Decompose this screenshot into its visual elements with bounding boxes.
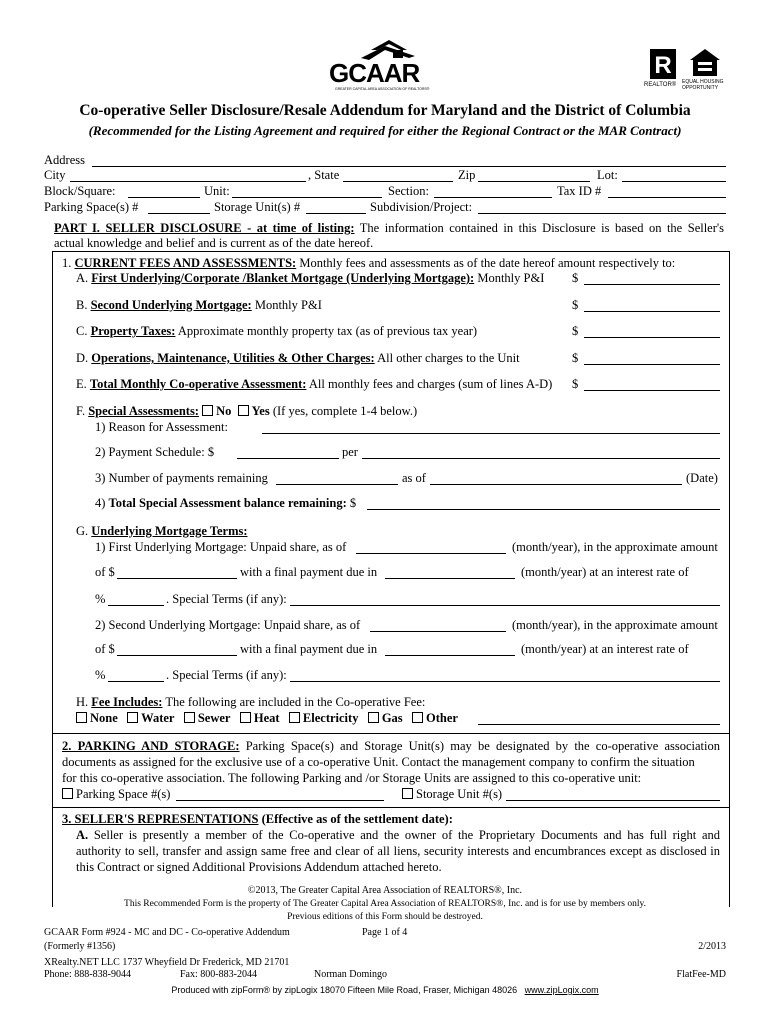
form-title: Co-operative Seller Disclosure/Resale Addendum for Maryland and the District of Columbia — [79, 102, 691, 119]
fee-includes-options — [76, 711, 458, 726]
s2-parking-row — [62, 787, 170, 802]
taxid-field[interactable] — [608, 197, 726, 198]
s1-item-f — [76, 404, 417, 419]
s1-number: 1. — [62, 256, 72, 270]
part1-text-line1: The information contained in this Disclosure is based on the Seller's — [359, 221, 725, 235]
g1-special-field[interactable] — [290, 605, 720, 606]
taxid-label: Tax ID # — [557, 184, 602, 198]
parking-space-checkbox[interactable] — [62, 788, 73, 799]
zip-field[interactable] — [478, 181, 590, 182]
item-d-label: D. — [76, 351, 89, 365]
f2-label: 2) Payment Schedule: $ — [95, 445, 215, 459]
address-label: Address — [44, 153, 85, 167]
fee-gas-label: Gas — [381, 711, 403, 725]
s2-text2: documents as assigned for the exclusive use of a co-operative Unit. Contact the management company to confirm the situation — [62, 755, 695, 769]
fee-other-field[interactable] — [478, 724, 720, 725]
item-d-amount-field[interactable] — [584, 364, 720, 365]
f4-label: Total Special Assessment balance remaining: — [108, 496, 347, 510]
item-b-dollar: $ — [572, 298, 579, 312]
g1-month-label: (month/year), in the approximate amount — [512, 540, 718, 554]
fee-electricity-checkbox[interactable] — [289, 712, 300, 723]
item-g-label: G. — [76, 524, 89, 538]
s3-heading: 3. SELLER'S REPRESENTATIONS — [62, 812, 259, 826]
g2-pct-label: % — [95, 668, 106, 682]
g1-label: 1) First Underlying Mortgage: Unpaid share, as of — [95, 540, 347, 554]
s3-a-text3: this Contract or signed Additional Provisions Addendum attached hereto. — [76, 860, 442, 874]
g1-pct-label: % — [95, 592, 106, 606]
special-yes-checkbox[interactable] — [238, 405, 249, 416]
s2-text3: for this co-operative association. The following Parking and /or Storage Units are assigned to this co-operative unit: — [62, 771, 642, 785]
f3-date-field[interactable] — [430, 484, 682, 485]
fee-gas-option — [368, 711, 403, 725]
parking-label: Parking Space(s) # — [44, 200, 139, 214]
item-a-amount-field[interactable] — [584, 284, 720, 285]
fee-other-label: Other — [426, 711, 458, 725]
fee-sewer-checkbox[interactable] — [184, 712, 195, 723]
g1-amount-field[interactable] — [117, 578, 237, 579]
g1-of-label: of $ — [95, 565, 115, 579]
footer-form-id: GCAAR Form #924 - MC and DC - Co-operative Addendum — [44, 927, 290, 938]
parking-space-label: Parking Space #(s) — [76, 787, 171, 801]
section-field[interactable] — [434, 197, 552, 198]
section-divider — [52, 733, 729, 734]
part1-heading: PART I. SELLER DISCLOSURE - at time of listing: — [54, 221, 355, 235]
s3-a-line1 — [76, 828, 720, 843]
footer-phone: Phone: 888-838-9044 — [44, 969, 131, 980]
s1-item-g — [76, 524, 248, 539]
item-b-label: B. — [76, 298, 88, 312]
item-c-label: C. — [76, 324, 88, 338]
fee-heat-label: Heat — [253, 711, 280, 725]
g1-rate-field[interactable] — [108, 605, 164, 606]
s2-text1: Parking Space(s) and Storage Unit(s) may be designated by the co-operative association — [245, 739, 721, 753]
g2-final-field[interactable] — [385, 655, 515, 656]
footer-url-link[interactable]: www.zipLogix.com — [524, 985, 599, 995]
fee-none-option — [76, 711, 118, 725]
section-label: Section: — [388, 184, 429, 198]
fee-gas-checkbox[interactable] — [368, 712, 379, 723]
footer-page: Page 1 of 4 — [362, 927, 408, 938]
city-label: City — [44, 168, 66, 182]
parking-space-field[interactable] — [176, 800, 384, 801]
item-e-text: All monthly fees and charges (sum of lines A-D) — [308, 377, 553, 391]
item-d-dollar: $ — [572, 351, 579, 365]
s1-item-d — [76, 351, 520, 366]
fee-none-label: None — [90, 711, 118, 725]
unit-field[interactable] — [232, 197, 382, 198]
item-b-heading: Second Underlying Mortgage: — [90, 298, 252, 312]
item-c-dollar: $ — [572, 324, 579, 338]
g2-special-label: . Special Terms (if any): — [166, 668, 287, 682]
item-c-heading: Property Taxes: — [90, 324, 176, 338]
item-h-text: The following are included in the Co-operative Fee: — [165, 695, 426, 709]
item-e-label: E. — [76, 377, 87, 391]
s3-heading-row — [62, 812, 453, 827]
fee-heat-option — [240, 711, 280, 725]
item-f-heading: Special Assessments: — [88, 404, 199, 418]
item-a-heading: First Underlying/Corporate /Blanket Mortgage (Underlying Mortgage): — [91, 271, 475, 285]
footer-formerly: (Formerly #1356) — [44, 941, 116, 952]
f4-row — [95, 496, 356, 511]
state-field[interactable] — [343, 181, 453, 182]
f3-payments-field[interactable] — [276, 484, 398, 485]
fee-heat-checkbox[interactable] — [240, 712, 251, 723]
equal-housing-text: EQUAL HOUSING OPPORTUNITY — [682, 79, 724, 91]
f3-label: 3) Number of payments remaining — [95, 471, 268, 485]
item-e-dollar: $ — [572, 377, 579, 391]
fee-water-option — [127, 711, 174, 725]
g2-asof-field[interactable] — [370, 631, 506, 632]
gcaar-logo — [325, 36, 430, 92]
s3-a-text1: Seller is presently a member of the Co-operative and the owner of the Proprietary Documents and has full right and — [93, 828, 720, 842]
footer-flatfee: FlatFee-MD — [676, 969, 726, 980]
g1-final-label: with a final payment due in — [240, 565, 378, 579]
section-divider-2 — [52, 807, 729, 808]
footer-date: 2/2013 — [698, 941, 726, 952]
item-c-text: Approximate monthly property tax (as of previous tax year) — [177, 324, 478, 338]
fee-none-checkbox[interactable] — [76, 712, 87, 723]
f4-dollar: $ — [349, 496, 357, 510]
item-f-label: F. — [76, 404, 86, 418]
special-yes-note: (If yes, complete 1-4 below.) — [272, 404, 418, 418]
fee-sewer-label: Sewer — [197, 711, 231, 725]
item-e-amount-field[interactable] — [584, 390, 720, 391]
item-c-amount-field[interactable] — [584, 337, 720, 338]
fee-water-checkbox[interactable] — [127, 712, 138, 723]
s1-item-a — [76, 271, 544, 286]
g2-rate-label: (month/year) at an interest rate of — [521, 642, 689, 656]
item-b-text: Monthly P&I — [254, 298, 322, 312]
footer-fax: Fax: 800-883-2044 — [180, 969, 257, 980]
item-g-heading: Underlying Mortgage Terms: — [91, 524, 248, 538]
zip-label: Zip — [458, 168, 476, 182]
realtor-logo — [644, 48, 684, 92]
s1-item-c — [76, 324, 477, 339]
f2-per-label: per — [342, 445, 358, 459]
g2-rate-field[interactable] — [108, 681, 164, 682]
special-no-label: No — [216, 404, 232, 418]
s1-item-h — [76, 695, 425, 710]
fee-water-label: Water — [141, 711, 175, 725]
item-b-amount-field[interactable] — [584, 311, 720, 312]
item-a-dollar: $ — [572, 271, 579, 285]
s1-text: Monthly fees and assessments as of the date hereof amount respectively to: — [299, 256, 676, 270]
s1-heading: CURRENT FEES AND ASSESSMENTS: — [74, 256, 297, 270]
f3-asof-label: as of — [402, 471, 426, 485]
s2-storage-row — [402, 787, 502, 802]
storage-field[interactable] — [306, 213, 366, 214]
footer-copyright: ©2013, The Greater Capital Area Association of REALTORS®, Inc. — [247, 885, 523, 896]
item-d-text: All other charges to the Unit — [377, 351, 520, 365]
equal-housing-logo — [682, 48, 732, 92]
item-e-heading: Total Monthly Co-operative Assessment: — [89, 377, 307, 391]
g2-label: 2) Second Underlying Mortgage: Unpaid share, as of — [95, 618, 361, 632]
g2-special-field[interactable] — [290, 681, 720, 682]
f1-label: 1) Reason for Assessment: — [95, 420, 228, 434]
state-label: , State — [308, 168, 340, 182]
equal-housing-icon — [688, 48, 722, 78]
g2-final-label: with a final payment due in — [240, 642, 378, 656]
special-no-checkbox[interactable] — [202, 405, 213, 416]
g1-final-field[interactable] — [385, 578, 515, 579]
s2-line1 — [62, 739, 720, 754]
g1-asof-field[interactable] — [356, 553, 506, 554]
fee-sewer-option — [184, 711, 231, 725]
item-h-heading: Fee Includes: — [91, 695, 163, 709]
f4-balance-field[interactable] — [367, 509, 720, 510]
part1-intro — [54, 221, 724, 236]
part1-text-line2: actual knowledge and belief and is current as of the date hereof. — [54, 236, 374, 250]
unit-label: Unit: — [204, 184, 230, 198]
f2-amount-field[interactable] — [237, 458, 339, 459]
s3-a-text2: authority to sell, transfer and assign same free and clear of all liens, security interests and encumbrances except as disclosed in — [76, 844, 720, 858]
subdivision-field[interactable] — [478, 213, 726, 214]
s1-intro — [62, 256, 675, 271]
lot-field[interactable] — [622, 181, 726, 182]
s3-a-label: A. — [76, 828, 89, 842]
f2-per-field[interactable] — [362, 458, 720, 459]
logo-text: GCAAR — [329, 58, 420, 88]
f1-reason-field[interactable] — [262, 433, 720, 434]
s3-a-line2 — [76, 844, 720, 859]
g1-rate-label: (month/year) at an interest rate of — [521, 565, 689, 579]
footer-produced: Produced with zipForm® by zipLogix 18070 Fifteen Mile Road, Fraser, Michigan 48026 — [171, 985, 518, 995]
s3-heading2: (Effective as of the settlement date): — [261, 812, 453, 826]
storage-unit-label: Storage Unit #(s) — [416, 787, 503, 801]
f3-date-label: (Date) — [686, 471, 718, 485]
item-a-label: A. — [76, 271, 89, 285]
storage-label: Storage Unit(s) # — [214, 200, 301, 214]
form-subtitle: (Recommended for the Listing Agreement and required for either the Regional Contract or the MAR Contract) — [88, 123, 682, 138]
svg-text:R: R — [654, 52, 672, 79]
g2-amount-field[interactable] — [117, 655, 237, 656]
item-h-label: H. — [76, 695, 89, 709]
footer-property: This Recommended Form is the property of The Greater Capital Area Association of REALTORS®, Inc. and is for use by members only. — [124, 899, 646, 909]
g1-special-label: . Special Terms (if any): — [166, 592, 287, 606]
item-d-heading: Operations, Maintenance, Utilities & Other Charges: — [91, 351, 375, 365]
block-label: Block/Square: — [44, 184, 116, 198]
s1-item-e — [76, 377, 552, 392]
s2-heading: 2. PARKING AND STORAGE: — [62, 739, 240, 753]
footer-company: XRealty.NET LLC 1737 Wheyfield Dr Frederick, MD 21701 — [44, 957, 290, 968]
storage-unit-field[interactable] — [506, 800, 720, 801]
storage-unit-checkbox[interactable] — [402, 788, 413, 799]
lot-label: Lot: — [597, 168, 618, 182]
fee-electricity-label: Electricity — [302, 711, 359, 725]
f4-number: 4) — [95, 496, 106, 510]
realtor-r-icon — [648, 48, 678, 80]
subdivision-label: Subdivision/Project: — [370, 200, 473, 214]
footer-agent: Norman Domingo — [314, 969, 388, 980]
logo-subtext: GREATER CAPITAL AREA ASSOCIATION OF REALTORS® — [335, 87, 430, 91]
special-yes-label: Yes — [251, 404, 270, 418]
address-field[interactable] — [92, 166, 726, 167]
s1-item-b — [76, 298, 322, 313]
footer-previous: Previous editions of this Form should be destroyed. — [287, 912, 483, 922]
g2-month-label: (month/year), in the approximate amount — [512, 618, 718, 632]
parking-field[interactable] — [148, 213, 210, 214]
fee-electricity-option — [289, 711, 359, 725]
footer-produced-row — [0, 985, 770, 995]
city-field[interactable] — [70, 181, 306, 182]
g2-of-label: of $ — [95, 642, 115, 656]
realtor-mark: REALTOR® — [644, 82, 677, 88]
fee-other-option — [412, 711, 458, 725]
block-field[interactable] — [128, 197, 200, 198]
fee-other-checkbox[interactable] — [412, 712, 423, 723]
item-a-text: Monthly P&I — [477, 271, 545, 285]
